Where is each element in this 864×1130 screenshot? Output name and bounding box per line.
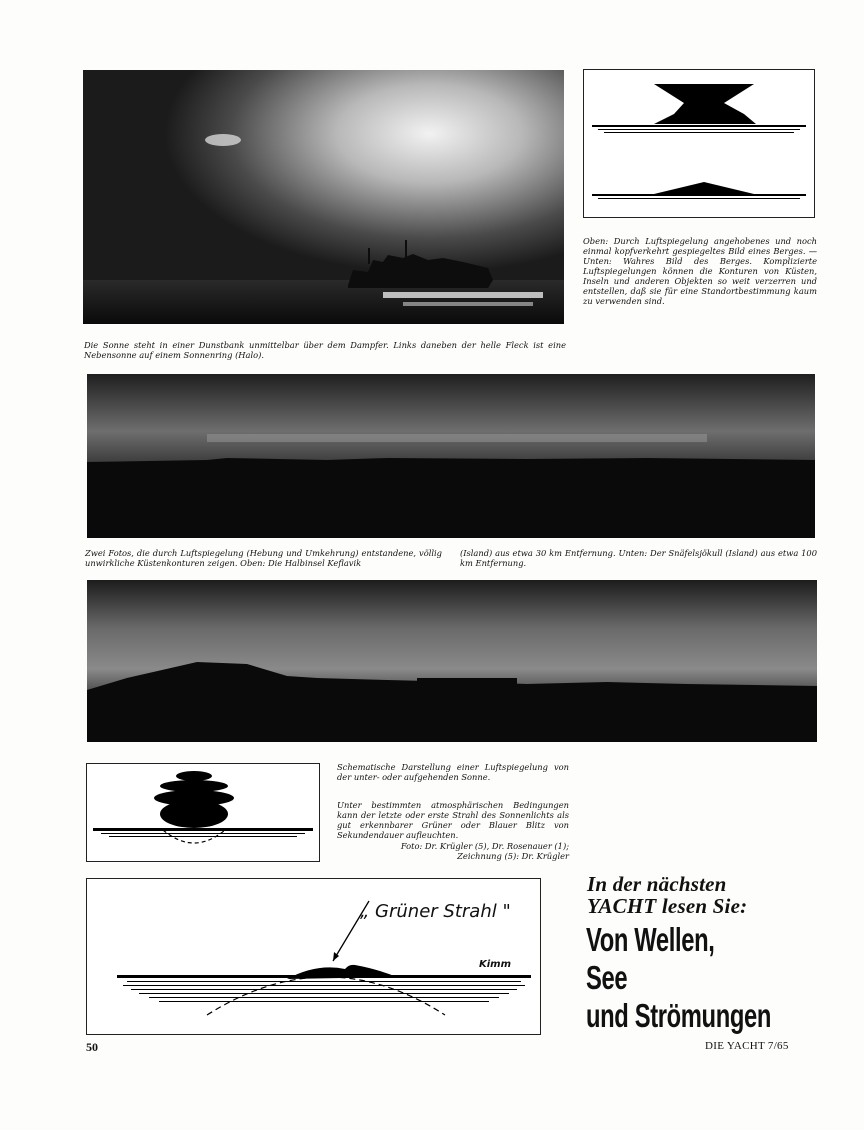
photo-sun-steamer-image [83, 70, 564, 324]
magazine-issue: DIE YACHT 7/65 [705, 1040, 789, 1052]
teaser-intro-1: In der nächsten [587, 872, 727, 896]
caption-mirage-right: (Island) aus etwa 30 km Entfernung. Unten: Der Snäfelsjökull (Island) aus etwa 100 km Entfernung. [460, 548, 817, 568]
mountain-mirage-drawing [584, 70, 814, 217]
page-number: 50 [86, 1040, 98, 1054]
caption-mountain-mirage: Oben: Durch Luftspiegelung angehobenes und noch einmal kopfverkehrt gespiegeltes Bild eines Berges. — Unten: Wahres Bild des Berges. Komplizierte Luftspiegelungen können die Konturen von Küsten, Inseln und anderen Objekten so weit verzerren und entstellen, daß sie für eine Standortbestimmung kaum zu verwenden sind. [583, 236, 817, 306]
diagram-green-ray [86, 878, 541, 1035]
photo-snaefellsjokull-image [87, 580, 817, 742]
caption-mirage-left: Zwei Fotos, die durch Luftspiegelung (Hebung und Umkehrung) entstandene, völlig unwirkliche Küstenkonturen zeigen. Oben: Die Halbinsel Keflavik [85, 548, 442, 568]
sun-mirage-drawing [87, 764, 319, 861]
caption-sun-mirage: Schematische Darstellung einer Luftspiegelung von der unter- oder aufgehenden Sonne. [337, 762, 569, 782]
teaser-title-1: Von Wellen, [586, 921, 715, 958]
photo-keflavik-image [87, 374, 815, 538]
diagram-mountain-mirage [583, 69, 815, 218]
teaser-title-3: und Strömungen [586, 997, 772, 1034]
caption-sun-steamer: Die Sonne steht in einer Dunstbank unmittelbar über dem Dampfer. Links daneben der helle Fleck ist eine Nebensonne auf einem Sonnenring (Halo). [84, 340, 566, 360]
teaser-intro-2: YACHT lesen Sie: [587, 894, 748, 918]
horizon-label: Kimm [479, 959, 512, 970]
diagram-sun-mirage [86, 763, 320, 862]
photo-keflavik [87, 374, 815, 538]
photo-credits-1: Foto: Dr. Krügler (5), Dr. Rosenauer (1); [400, 841, 569, 851]
caption-green-flash: Unter bestimmten atmosphärischen Bedingungen kann der letzte oder erste Strahl des Sonnenlichts als gut erkennbarer Grüner oder Blauer Blitz von Sekundendauer aufleuchten. [337, 800, 569, 840]
teaser-title-2: See [586, 959, 628, 996]
photo-sun-steamer [83, 70, 564, 324]
photo-credits-2: Zeichnung (5): Dr. Krügler [457, 851, 569, 861]
green-ray-label: „ Grüner Strahl " [360, 901, 511, 922]
photo-snaefellsjokull [87, 580, 817, 742]
